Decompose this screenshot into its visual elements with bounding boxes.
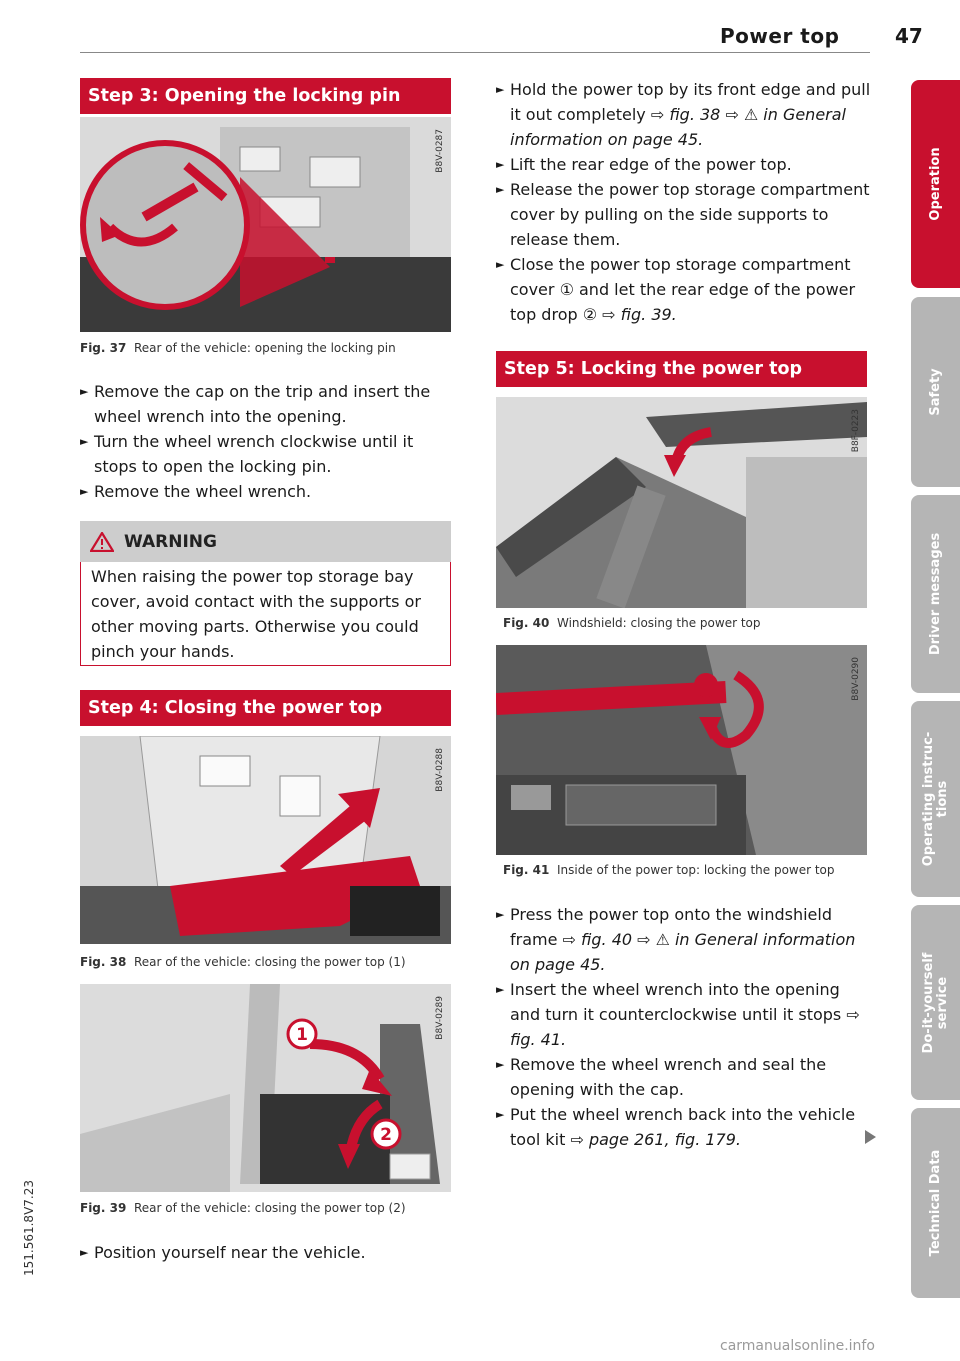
right-bullet-1: ► Hold the power top by its front edge and pull it out completely ⇨ fig. 38 ⇨ ⚠ in General information on page 45. [496, 80, 871, 149]
figure-38-label: Fig. 38 [80, 955, 127, 969]
figure-39-label: Fig. 39 [80, 1201, 127, 1215]
right-bullet-4: ► Close the power top storage compartment cover ① and let the rear edge of the power top drop ② ⇨ fig. 39. [496, 255, 856, 324]
side-tab-operation[interactable]: Operation [911, 80, 960, 288]
figure-38-code: B8V-0288 [435, 748, 445, 792]
figure-41 [496, 645, 867, 855]
right-bullet-2: ► Lift the rear edge of the power top. [496, 155, 792, 174]
side-tab-do-it-yourself-service[interactable]: Do-it-yourself service [911, 905, 960, 1100]
right-bullet-3: ► Release the power top storage compartment cover by pulling on the side supports to release them. [496, 180, 870, 249]
section-heading-step3: Step 3: Opening the locking pin [80, 78, 451, 114]
side-tab-driver-messages[interactable]: Driver messages [911, 495, 960, 693]
right-bullet-5: ► Press the power top onto the windshield frame ⇨ fig. 40 ⇨ ⚠ in General information on page 45. [496, 905, 856, 974]
right-bullet-8: ► Put the wheel wrench back into the vehicle tool kit ⇨ page 261, fig. 179. [496, 1105, 856, 1149]
step4-bullet-1: ► Position yourself near the vehicle. [80, 1243, 366, 1262]
header-rule [80, 52, 870, 53]
right-bullet-6: ► Insert the wheel wrench into the opening and turn it counterclockwise until it stops ⇨ fig. 41. [496, 980, 860, 1049]
figure-37 [80, 117, 451, 332]
figure-41-caption-text: Inside of the power top: locking the power top [556, 863, 835, 877]
figure-39-marker-2: 2 [380, 1125, 392, 1145]
figure-41-label: Fig. 41 [503, 863, 550, 877]
figure-40-code: B8F-0223 [851, 409, 861, 453]
warning-triangle-icon [90, 532, 114, 552]
figure-37-code: B8V-0287 [435, 129, 445, 173]
continue-arrow-icon [865, 1130, 876, 1144]
warning-body: When raising the power top storage bay cover, avoid contact with the supports or other moving parts. Otherwise you could pinch your hands. [80, 562, 451, 666]
figure-40-illustration [496, 397, 867, 608]
warning-title: WARNING [124, 531, 217, 552]
page-number: 47 [895, 24, 923, 48]
document-code: 151.561.8V7.23 [22, 1180, 36, 1276]
step3-bullet-1: ► Remove the cap on the trip and insert the wheel wrench into the opening. [80, 382, 431, 426]
figure-41-code: B8V-0290 [851, 657, 861, 701]
figure-39 [80, 984, 451, 1192]
section-heading-step4: Step 4: Closing the power top [80, 690, 451, 726]
step3-bullet-3: ► Remove the wheel wrench. [80, 482, 312, 501]
figure-37-caption-text: Rear of the vehicle: opening the locking pin [133, 341, 396, 355]
side-tab-operating-instructions[interactable]: Operating instruc-tions [911, 701, 960, 897]
figure-38 [80, 736, 451, 944]
figure-41-illustration [496, 645, 867, 855]
figure-40 [496, 397, 867, 608]
figure-40-caption-text: Windshield: closing the power top [556, 616, 761, 630]
figure-39-illustration [80, 984, 451, 1192]
figure-38-illustration [80, 736, 451, 944]
figure-37-label: Fig. 37 [80, 341, 127, 355]
figure-37-illustration [80, 117, 451, 332]
figure-40-caption [503, 616, 761, 630]
figure-39-caption-text: Rear of the vehicle: closing the power top (2) [133, 1201, 406, 1215]
footer-watermark: carmanualsonline.info [720, 1338, 875, 1354]
warning-header [80, 521, 451, 562]
figure-41-caption [503, 863, 835, 877]
side-tab-safety[interactable]: Safety [911, 297, 960, 487]
page-header-title: Power top [720, 24, 840, 48]
figure-38-caption-text: Rear of the vehicle: closing the power top (1) [133, 955, 406, 969]
section-heading-step5: Step 5: Locking the power top [496, 351, 867, 387]
figure-38-caption [80, 955, 406, 969]
right-bullet-7: ► Remove the wheel wrench and seal the opening with the cap. [496, 1055, 827, 1099]
step3-bullet-2: ► Turn the wheel wrench clockwise until it stops to open the locking pin. [80, 432, 414, 476]
figure-39-marker-1: 1 [296, 1025, 308, 1045]
figure-39-caption [80, 1201, 406, 1215]
figure-37-caption [80, 341, 396, 355]
figure-40-label: Fig. 40 [503, 616, 550, 630]
figure-39-code: B8V-0289 [435, 996, 445, 1040]
side-tab-technical-data[interactable]: Technical Data [911, 1108, 960, 1298]
